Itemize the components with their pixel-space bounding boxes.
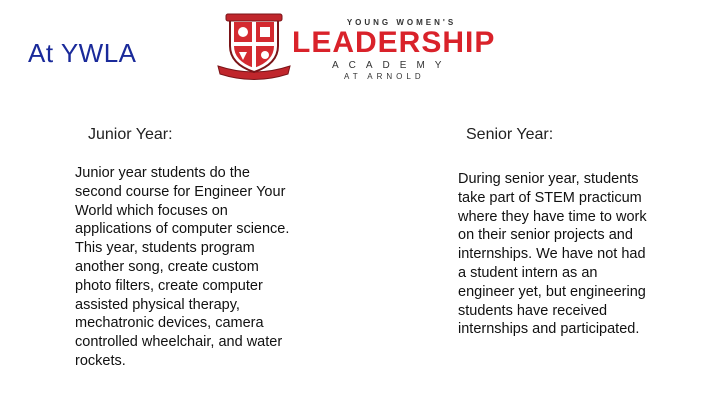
junior-year-description: Junior year students do the second course for Engineer Your World which focuses on applications of computer science. This year, students program another song, create custom photo filters, create computer assisted physical therapy, mechatronic devices, camera controlled wheelchair, and water rockets. <box>75 165 290 369</box>
school-crest-logo <box>216 12 292 82</box>
logo-line-leadership: LEADERSHIP <box>292 26 496 59</box>
slide-title: At YWLA <box>28 38 137 68</box>
senior-year-description: During senior year, students take part of STEM practicum where they have time to work on their senior projects and internships. We have not had a student intern as an engineer yet, but engineering students have received internships and participated. <box>458 171 647 338</box>
logo-line-young-womens: YOUNG WOMEN'S <box>346 18 457 27</box>
logo-line-academy: ACADEMY <box>332 60 452 71</box>
senior-year-heading: Senior Year: <box>466 126 554 143</box>
logo-line-at-arnold: AT ARNOLD <box>344 72 425 81</box>
junior-year-heading: Junior Year: <box>88 126 173 143</box>
academy-logo-wordmark <box>292 18 497 81</box>
